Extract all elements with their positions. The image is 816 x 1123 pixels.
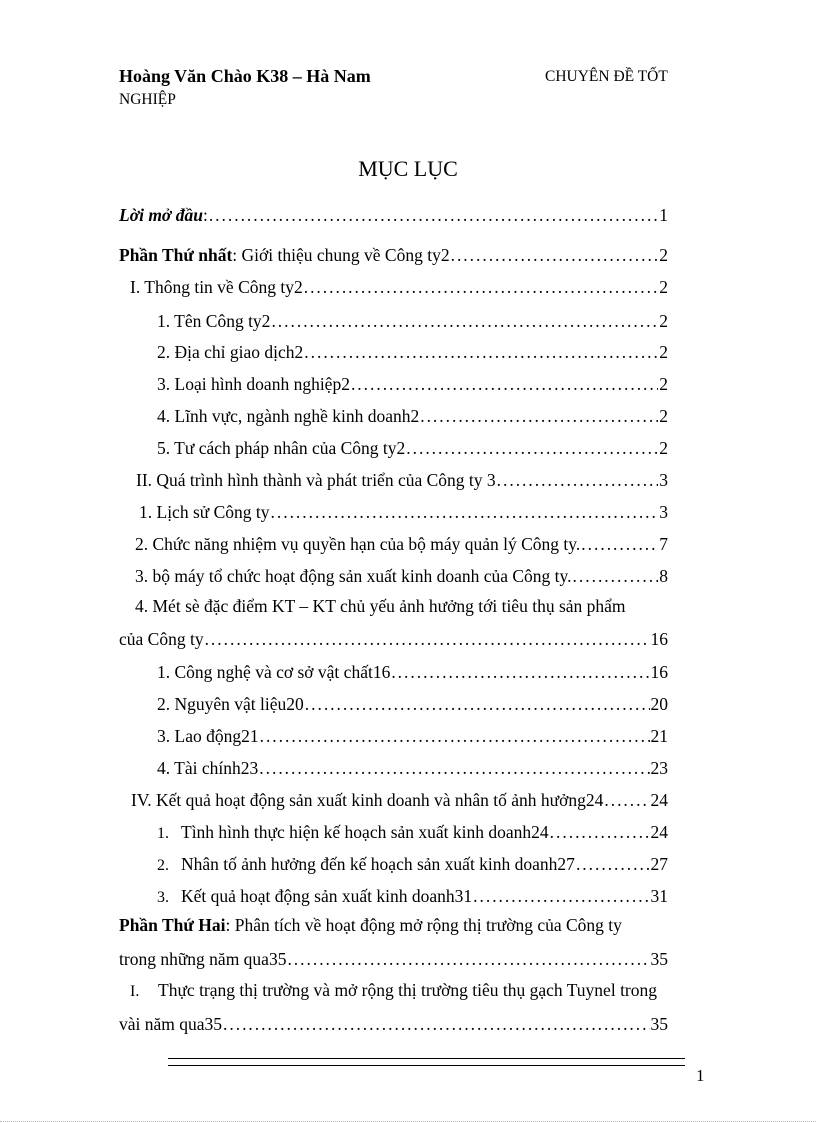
toc-entry-II-4-2[interactable]: 2. Nguyên vật liệu20 . . . 20 xyxy=(157,693,668,715)
document-type-header-continued: NGHIỆP xyxy=(119,91,176,108)
dot-leader xyxy=(576,853,650,875)
toc-page-number: 21 xyxy=(650,726,668,746)
dot-leader xyxy=(305,693,650,715)
footer-divider xyxy=(168,1058,685,1066)
dot-leader xyxy=(550,821,650,843)
dot-leader xyxy=(205,628,650,650)
toc-entry-II-1[interactable]: 1. Lịch sử Công ty . . . 3 xyxy=(139,501,668,523)
dot-leader xyxy=(473,885,649,907)
toc-entry-intro[interactable]: Lời mở đầu: . . . 1 xyxy=(119,204,668,226)
toc-entry-I-1[interactable]: 1. Tên Công ty2 . . . 2 xyxy=(157,310,668,332)
dot-leader xyxy=(287,948,649,970)
page-number: 1 xyxy=(696,1066,705,1085)
dot-leader xyxy=(351,373,658,395)
toc-page-number: 16 xyxy=(650,662,668,682)
dot-leader xyxy=(304,276,659,298)
dot-leader xyxy=(406,437,658,459)
toc-page-number: 2 xyxy=(659,277,668,297)
toc-entry-II-4-1[interactable]: 1. Công nghệ và cơ sở vật chất16 . . . 16 xyxy=(157,661,668,683)
toc-entry-II-2[interactable]: 2. Chức năng nhiệm vụ quyền hạn của bộ máy quản lý Công ty. . . . 7 xyxy=(135,533,668,555)
document-type-header: CHUYÊN ĐỀ TỐT xyxy=(545,68,668,85)
dot-leader xyxy=(304,341,658,363)
toc-entry-part2-first-line[interactable]: Phần Thứ Hai: Phân tích về hoạt động mở rộng thị trường của Công ty xyxy=(119,915,622,935)
toc-entry-part2[interactable]: trong những năm qua35 . . . 35 xyxy=(119,948,668,970)
dot-leader xyxy=(223,1013,649,1035)
toc-entry-I-5[interactable]: 5. Tư cách pháp nhân của Công ty2 . . . 2 xyxy=(157,437,668,459)
toc-page-number: 31 xyxy=(650,886,668,906)
page-title: MỤC LỤC xyxy=(358,156,458,181)
toc-entry-I-2[interactable]: 2. Địa chỉ giao dịch2 . . . 2 xyxy=(157,341,668,363)
toc-page-number: 16 xyxy=(650,629,668,649)
dot-leader xyxy=(573,565,659,587)
toc-entry-IV-1[interactable]: 1. Tình hình thực hiện kế hoạch sản xuất kinh doanh24 . . . 24 xyxy=(157,821,668,845)
toc-entry-II-3[interactable]: 3. bộ máy tổ chức hoạt động sản xuất kinh doanh của Công ty. . . . 8 xyxy=(135,565,668,587)
toc-entry-section-IV[interactable]: IV. Kết quả hoạt động sản xuất kinh doanh và nhân tố ảnh hưởng24 . . . 24 xyxy=(131,789,668,811)
author-header: Hoàng Văn Chào K38 – Hà Nam xyxy=(119,66,371,86)
toc-page-number: 7 xyxy=(659,534,668,554)
dot-leader xyxy=(604,789,649,811)
toc-page-number: 23 xyxy=(650,758,668,778)
dot-leader xyxy=(209,204,658,226)
toc-page-number: 2 xyxy=(659,438,668,458)
toc-entry-part1[interactable]: Phần Thứ nhất: Giới thiệu chung về Công ty2 . . . 2 xyxy=(119,244,668,266)
toc-page-number: 2 xyxy=(659,374,668,394)
dot-leader xyxy=(271,310,658,332)
toc-page-number: 3 xyxy=(659,470,668,490)
toc-page-number: 2 xyxy=(659,245,668,265)
dot-leader xyxy=(271,501,659,523)
dot-leader xyxy=(259,757,649,779)
toc-page-number: 1 xyxy=(659,205,668,225)
toc-entry-II-4-first-line[interactable]: 4. Mét sè đặc điểm KT – KT chủ yếu ảnh hưởng tới tiêu thụ sản phẩm xyxy=(135,596,626,616)
toc-entry-section-I[interactable]: I. Thông tin về Công ty2 . . . 2 xyxy=(130,276,668,298)
toc-page-number: 2 xyxy=(659,406,668,426)
dot-leader xyxy=(420,405,658,427)
dot-leader xyxy=(391,661,649,683)
toc-page-number: 3 xyxy=(659,502,668,522)
toc-entry-IV-3[interactable]: 3. Kết quả hoạt động sản xuất kinh doanh31 . . . 31 xyxy=(157,885,668,909)
toc-entry-II-4[interactable]: của Công ty . . . 16 xyxy=(119,628,668,650)
toc-page-number: 20 xyxy=(650,694,668,714)
toc-entry-section-II[interactable]: II. Quá trình hình thành và phát triển của Công ty 3 . . . 3 xyxy=(136,469,668,491)
toc-page-number: 24 xyxy=(650,790,668,810)
toc-entry-part2-I[interactable]: vài năm qua35 . . . 35 xyxy=(119,1013,668,1035)
toc-entry-II-4-4[interactable]: 4. Tài chính23 . . . 23 xyxy=(157,757,668,779)
toc-page-number: 27 xyxy=(650,854,668,874)
toc-page-number: 8 xyxy=(659,566,668,586)
dot-leader xyxy=(497,469,659,491)
dot-leader xyxy=(581,533,658,555)
dot-leader xyxy=(260,725,650,747)
toc-entry-part2-I-first-line[interactable]: I. Thực trạng thị trường và mở rộng thị trường tiêu thụ gạch Tuynel trong xyxy=(130,980,658,1000)
toc-entry-IV-2[interactable]: 2. Nhân tố ảnh hưởng đến kế hoạch sản xuất kinh doanh27 . . . 27 xyxy=(157,853,668,877)
toc-page-number: 24 xyxy=(650,822,668,842)
toc-entry-I-3[interactable]: 3. Loại hình doanh nghiệp2 . . . 2 xyxy=(157,373,668,395)
toc-page-number: 35 xyxy=(650,949,668,969)
page-bottom-edge xyxy=(0,1121,816,1122)
toc-page-number: 2 xyxy=(659,311,668,331)
toc-page-number: 35 xyxy=(650,1014,668,1034)
dot-leader xyxy=(451,244,659,266)
toc-page-number: 2 xyxy=(659,342,668,362)
toc-entry-II-4-3[interactable]: 3. Lao động21 . . . 21 xyxy=(157,725,668,747)
toc-entry-I-4[interactable]: 4. Lĩnh vực, ngành nghề kinh doanh2 . . . 2 xyxy=(157,405,668,427)
